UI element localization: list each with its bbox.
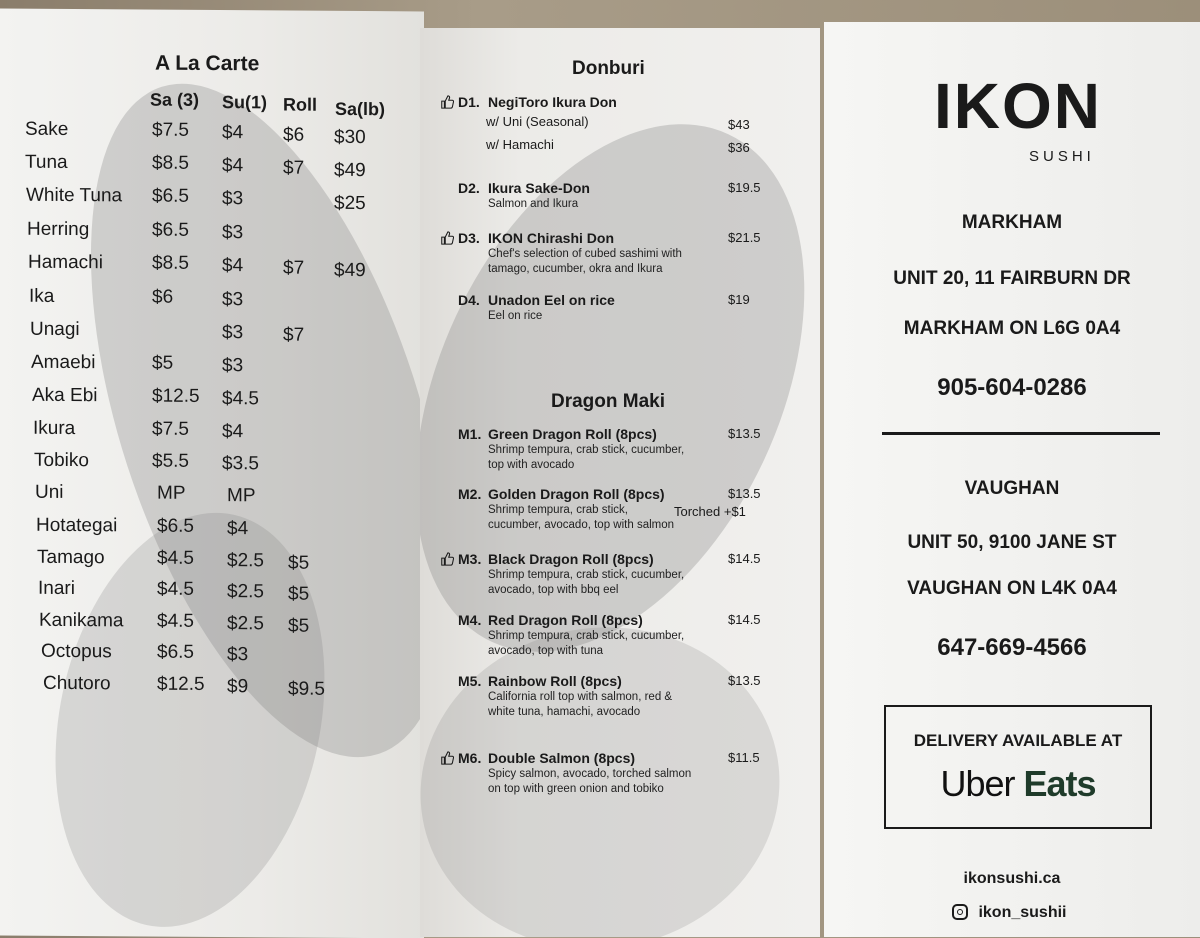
- item-name: Unadon Eel on rice: [488, 292, 615, 308]
- item-code: M6.: [458, 750, 482, 766]
- location-markham-address-1: UNIT 20, 11 FAIRBURN DR: [893, 268, 1131, 289]
- price-su1: MP: [227, 485, 256, 507]
- item-option: w/ Uni (Seasonal): [486, 114, 589, 129]
- item-name: Tamago: [37, 546, 105, 569]
- item-name: Ikura: [33, 417, 76, 440]
- item-name: Green Dragon Roll (8pcs): [488, 426, 657, 442]
- item-description: Salmon and Ikura: [488, 198, 579, 210]
- item-description: Shrimp tempura, crab stick, cucumber,: [488, 569, 685, 581]
- price-salb: $49: [334, 159, 366, 182]
- item-name: Aka Ebi: [32, 384, 98, 407]
- item-name: Golden Dragon Roll (8pcs): [488, 486, 665, 502]
- info-panel: [824, 22, 1200, 937]
- location-vaughan-address-2: VAUGHAN ON L4K 0A4: [907, 578, 1117, 599]
- item-name: Octopus: [41, 640, 112, 663]
- item-name: Amaebi: [31, 351, 96, 374]
- price-su1: $4.5: [222, 388, 259, 410]
- item-description: avocado, top with bbq eel: [488, 584, 619, 596]
- thumbs-up-icon: [440, 751, 454, 770]
- item-name: Ikura Sake-Don: [488, 180, 590, 196]
- item-name: Kanikama: [39, 609, 124, 632]
- item-name: White Tuna: [26, 184, 123, 207]
- uber-eats-logo: [886, 763, 1150, 805]
- price-sa3: $5.5: [152, 450, 189, 472]
- price-su1: $4: [227, 518, 249, 540]
- col-header-su1: Su(1): [222, 92, 267, 113]
- price-roll: $5: [288, 615, 310, 637]
- item-description: white tuna, hamachi, avocado: [488, 706, 641, 718]
- location-vaughan-city: VAUGHAN: [964, 478, 1060, 499]
- item-code: M1.: [458, 426, 482, 442]
- item-name: Rainbow Roll (8pcs): [488, 673, 622, 689]
- price-sa3: $6.5: [157, 641, 194, 663]
- thumbs-up-icon: [440, 231, 454, 250]
- price-salb: $30: [334, 126, 366, 149]
- uber-text: Uber: [940, 763, 1015, 804]
- website-link[interactable]: ikonsushi.ca: [963, 870, 1061, 887]
- price-roll: $6: [283, 124, 305, 146]
- item-option: w/ Hamachi: [486, 137, 554, 152]
- price-sa3: $6.5: [157, 515, 194, 537]
- item-name: IKON Chirashi Don: [488, 230, 615, 246]
- price-sa3: $7.5: [152, 418, 189, 440]
- price-su1: $3.5: [222, 453, 259, 475]
- item-code: M2.: [458, 486, 482, 502]
- item-name: Chutoro: [43, 672, 111, 695]
- price-su1: $3: [222, 188, 244, 210]
- divider: [882, 432, 1160, 435]
- item-name: Red Dragon Roll (8pcs): [488, 612, 643, 628]
- item-name: Inari: [38, 577, 75, 600]
- item-description: avocado, top with tuna: [488, 645, 604, 657]
- item-description: tamago, cucumber, okra and Ikura: [488, 263, 663, 275]
- price-sa3: $4.5: [157, 547, 194, 569]
- price-su1: $9: [227, 676, 249, 698]
- item-code: D3.: [458, 230, 480, 246]
- item-name: Black Dragon Roll (8pcs): [488, 551, 654, 567]
- item-description: on top with green onion and tobiko: [488, 783, 664, 795]
- item-code: D2.: [458, 180, 480, 196]
- price-roll: $9.5: [288, 678, 325, 700]
- col-header-salb: Sa(lb): [335, 98, 386, 120]
- price-su1: $2.5: [227, 581, 264, 603]
- price-su1: $3: [222, 355, 244, 377]
- price-roll: $5: [288, 583, 310, 605]
- item-code: D1.: [458, 94, 480, 110]
- price-su1: $4: [222, 421, 244, 443]
- item-price: $11.5: [728, 750, 760, 765]
- price-su1: $4: [222, 122, 244, 144]
- location-vaughan-phone[interactable]: 647-669-4566: [937, 634, 1087, 661]
- col-header-sa3: Sa (3): [150, 89, 200, 110]
- item-name: Herring: [27, 218, 90, 241]
- item-code: M5.: [458, 673, 482, 689]
- logo: [934, 70, 1102, 142]
- price-sa3: $4.5: [157, 610, 194, 632]
- price-sa3: $6: [152, 286, 174, 308]
- price-su1: $3: [222, 222, 244, 244]
- eats-text: Eats: [1023, 763, 1096, 804]
- item-price: $21.5: [728, 230, 761, 245]
- price-su1: $3: [227, 644, 249, 666]
- logo-subtitle: SUSHI: [1029, 148, 1095, 165]
- price-sa3: $7.5: [152, 119, 189, 141]
- instagram-label: ikon_sushii: [978, 904, 1067, 921]
- thumbs-up-icon: [440, 95, 454, 114]
- item-code: D4.: [458, 292, 480, 308]
- item-price: $19.5: [728, 180, 761, 195]
- a-la-carte-panel: [0, 9, 424, 938]
- donburi-title: Donburi: [572, 58, 645, 79]
- price-sa3: $4.5: [157, 578, 194, 600]
- item-code: M4.: [458, 612, 482, 628]
- item-description: Chef's selection of cubed sashimi with: [488, 248, 682, 260]
- item-description: top with avocado: [488, 459, 575, 471]
- item-price: $13.5: [728, 673, 761, 688]
- price-su1: $4: [222, 155, 244, 177]
- price-sa3: $12.5: [152, 385, 200, 407]
- price-roll: $5: [288, 552, 310, 574]
- item-name: NegiToro Ikura Don: [488, 94, 617, 110]
- price-su1: $4: [222, 255, 244, 277]
- item-name: Tobiko: [34, 449, 89, 472]
- price-su1: $2.5: [227, 613, 264, 635]
- price-sa3: $5: [152, 352, 174, 374]
- price-su1: $2.5: [227, 550, 264, 572]
- price-su1: $3: [222, 289, 244, 311]
- price-sa3: MP: [157, 482, 186, 504]
- item-price: $14.5: [728, 551, 761, 566]
- item-description: Spicy salmon, avocado, torched salmon: [488, 768, 692, 780]
- item-price: $13.5: [728, 486, 761, 501]
- logo-text: IKON: [934, 70, 1102, 142]
- item-code: M3.: [458, 551, 482, 567]
- item-price: $19: [728, 292, 750, 307]
- item-option-price: $43: [728, 117, 750, 132]
- item-description: Shrimp tempura, crab stick, cucumber,: [488, 444, 685, 456]
- location-vaughan-address-1: UNIT 50, 9100 JANE ST: [907, 532, 1117, 553]
- location-markham-city: MARKHAM: [961, 212, 1063, 233]
- item-price: $13.5: [728, 426, 761, 441]
- item-name: Uni: [35, 481, 64, 503]
- dragon-maki-title: Dragon Maki: [551, 391, 666, 412]
- price-sa3: $6.5: [152, 185, 189, 207]
- price-roll: $7: [283, 324, 305, 346]
- price-roll: $7: [283, 157, 305, 179]
- item-name: Double Salmon (8pcs): [488, 750, 636, 766]
- item-description: California roll top with salmon, red &: [488, 691, 673, 703]
- price-roll: $7: [283, 257, 305, 279]
- location-markham-phone[interactable]: 905-604-0286: [937, 374, 1087, 401]
- item-description: cucumber, avocado, top with salmon: [488, 519, 675, 531]
- item-extra-option: Torched +$1: [674, 504, 746, 519]
- thumbs-up-icon: [440, 552, 454, 571]
- price-sa3: $12.5: [157, 673, 205, 695]
- price-sa3: $8.5: [152, 252, 189, 274]
- instagram-icon: [952, 904, 968, 920]
- price-su1: $3: [222, 322, 244, 344]
- price-salb: $25: [334, 192, 366, 215]
- item-name: Sake: [25, 118, 69, 140]
- location-markham-address-2: MARKHAM ON L6G 0A4: [903, 318, 1121, 339]
- delivery-box: [884, 705, 1152, 829]
- item-price: $14.5: [728, 612, 761, 627]
- item-description: Eel on rice: [488, 310, 543, 322]
- price-salb: $49: [334, 259, 366, 282]
- item-description: Shrimp tempura, crab stick, cucumber,: [488, 630, 685, 642]
- item-description: Shrimp tempura, crab stick,: [488, 504, 628, 516]
- item-name: Hotategai: [36, 514, 118, 537]
- item-name: Ika: [29, 285, 55, 307]
- price-sa3: $8.5: [152, 152, 189, 174]
- instagram-handle[interactable]: [952, 904, 1066, 922]
- item-name: Hamachi: [28, 251, 103, 274]
- item-name: Unagi: [30, 318, 80, 341]
- donburi-maki-panel: [420, 28, 820, 937]
- delivery-label: DELIVERY AVAILABLE AT: [913, 731, 1123, 750]
- col-header-roll: Roll: [283, 94, 317, 115]
- price-sa3: $6.5: [152, 219, 189, 241]
- item-name: Tuna: [25, 151, 68, 173]
- a-la-carte-title: A La Carte: [155, 51, 260, 76]
- item-option-price: $36: [728, 140, 750, 155]
